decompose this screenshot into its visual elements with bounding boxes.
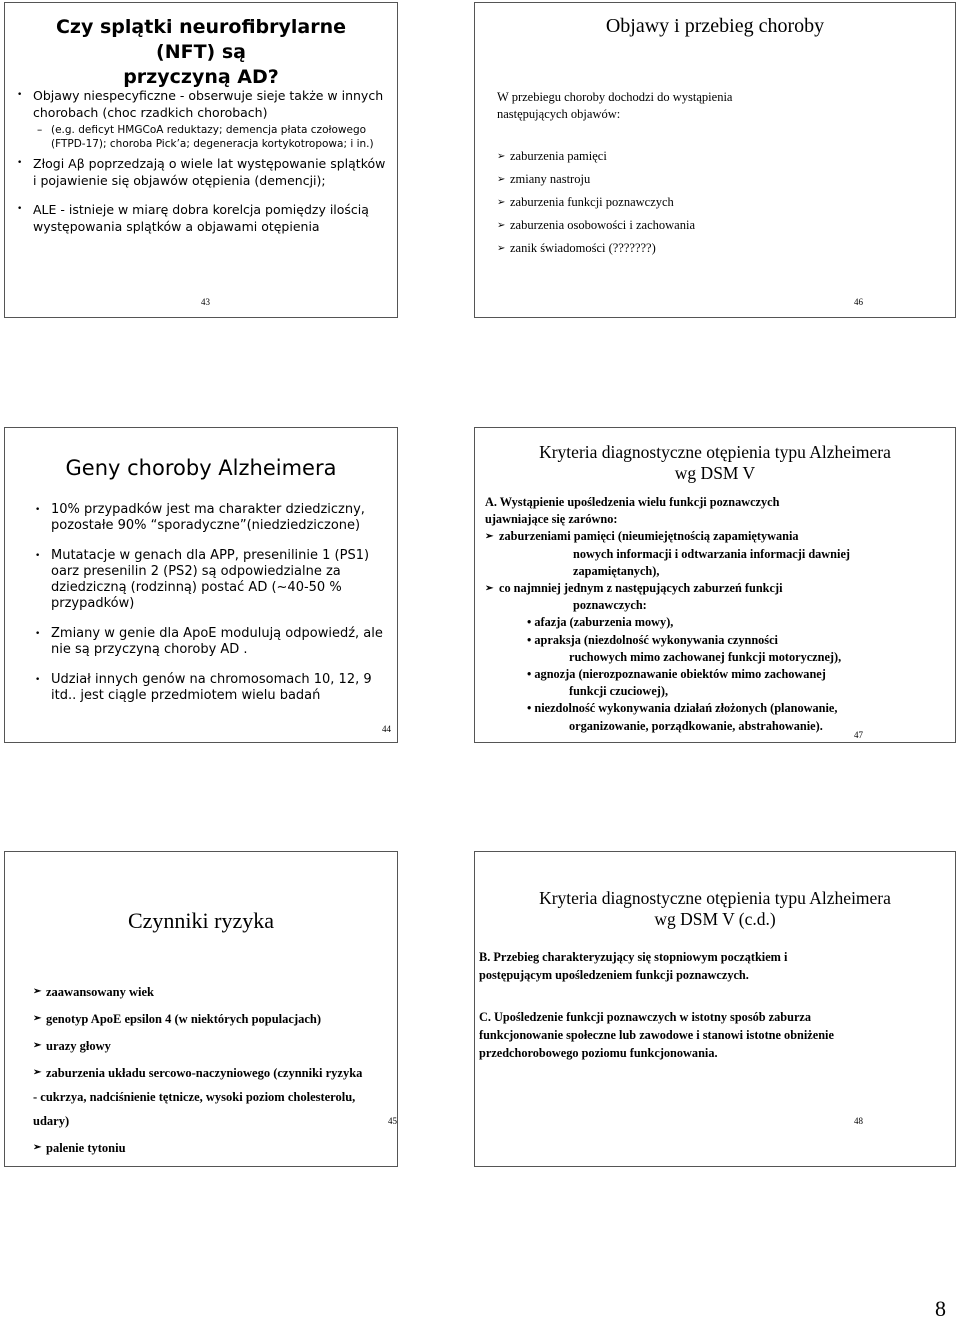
list-item: ➢ palenie tytoniu [33,1138,393,1158]
criterion-b-line: postępującym upośledzeniem funkcji poznawczych. [479,968,749,982]
list-item-continuation: udary) [33,1114,70,1128]
page-number: 8 [935,1296,946,1321]
slide-title [25,15,377,90]
bullet-item: • 10% przypadków jest ma charakter dziedziczny, pozostałe 90% “sporadyczne”(niedziedziczone) [35,502,385,534]
slide-number: 47 [854,730,863,740]
dot-item-continuation: funkcji czuciowej), [569,684,669,699]
list-item-continuation: zapamiętanych), [573,563,660,578]
title-line-1: Kryteria diagnostyczne otępienia typu Alzheimera [539,888,891,908]
title-line-2: przyczyną AD? [123,66,279,88]
slide-body [33,982,393,1158]
dot-item-continuation: ruchowych mimo zachowanej funkcji motorycznej), [569,649,842,664]
list-item: ➢ genotyp ApoE epsilon 4 (w niektórych populacjach) [33,1009,393,1029]
slide-title [475,442,955,484]
slide-body [485,494,947,735]
slide-body [17,87,391,235]
title-line-2: wg DSM V [674,463,756,483]
list-item-continuation: - cukrzya, nadciśnienie tętnicze, wysoki poziom cholesterolu, [33,1090,356,1104]
bullet-item: • Zmiany w genie dla ApoE modulują odpowiedź, ale nie są przyczyną choroby AD . [35,626,385,658]
bullet-item: • Objawy niespecyficzne - obserwuje sieje także w innych chorobach (choc rzadkich chorobach) [17,87,391,121]
slide-number: 43 [201,297,210,307]
bullet-item: • ALE - istnieje w miarę dobra korelcja pomiędzy ilością występowania splątków a objawami otępienia [17,201,391,235]
list-item: ➢ zaburzenia układu sercowo-naczyniowego (czynniki ryzyka [33,1063,393,1083]
list-item: ➢ zanik świadomości (???????) [497,240,937,257]
slide-47 [474,427,956,743]
dot-item-continuation: organizowanie, porządkowanie, abstrahowanie). [569,718,823,733]
list-item: ➢ urazy głowy [33,1036,393,1056]
slide-body [479,948,939,1062]
dot-item: • niezdolność wykonywania działań złożonych (planowanie, [527,701,838,716]
list-item: ➢ zaburzenia osobowości i zachowania [497,217,937,234]
list-item: ➢ zaawansowany wiek [33,982,393,1002]
title-line-2: wg DSM V (c.d.) [654,909,776,929]
dot-item: • apraksja (niezdolność wykonywania czynności [527,632,778,647]
bullet-item: • Mutatacje w genach dla APP, presenilinie 1 (PS1) oarz presenilin 2 (PS2) są odpowiedzialne za dziedziczną (rodzinną) postać AD (~40-50 % przypadków) [35,548,385,612]
list-item: ➢ zaburzeniami pamięci (nieumiejętnością zapamiętywania [485,528,947,545]
title-line-1: Kryteria diagnostyczne otępienia typu Alzheimera [539,442,891,462]
slide-title: Czynniki ryzyka [127,908,275,933]
slide-45 [4,851,398,1167]
list-item-continuation: poznawczych: [573,598,647,613]
slide-body [35,502,385,704]
slide-title [475,888,955,930]
dot-item: • afazja (zaburzenia mowy), [527,615,674,630]
title-line-1: Czy splątki neurofibrylarne (NFT) są [55,16,346,63]
list-item: ➢ zaburzenia funkcji poznawczych [497,194,937,211]
slide-48 [474,851,956,1167]
criterion-b-line: B. Przebieg charakteryzujący się stopniowym początkiem i [479,950,788,964]
criterion-c-line: przedchorobowego poziomu funkcjonowania. [479,1046,718,1060]
slide-title: Objawy i przebieg choroby [605,15,825,37]
slide-number: 46 [854,297,863,307]
slide-43 [4,2,398,318]
sub-bullet-item: – (e.g. deficyt HMGCoA reduktazy; demencja płata czołowego (FTPD-17); choroba Pick’a; degeneracja kortykotropowa; i in.) [17,123,391,151]
list-item: ➢ zaburzenia pamięci [497,148,937,165]
criterion-a-line: ujawniające się zarówno: [485,512,618,527]
criterion-c-line: funkcjonowanie społeczne lub zawodowe i stanowi istotne obniżenie [479,1028,834,1042]
slide-number: 44 [382,724,391,734]
slide-number: 48 [854,1116,863,1126]
list-item: ➢ co najmniej jednym z następujących zaburzeń funkcji [485,580,947,597]
list-item: ➢ zmiany nastroju [497,171,937,188]
slide-number: 45 [388,1116,397,1126]
bullet-item: • Udział innych genów na chromosomach 10, 12, 9 itd.. jest ciągle przedmiotem wielu badań [35,672,385,704]
slide-body [497,89,937,257]
criterion-c-line: C. Upośledzenie funkcji poznawczych w istotny sposób zaburza [479,1010,812,1024]
intro-text: W przebiegu choroby dochodzi do wystąpienia następujących objawów: [497,90,733,121]
slide-44 [4,427,398,743]
dot-item: • agnozja (nierozpoznawanie obiektów mimo zachowanej [527,667,826,682]
bullet-item: • Złogi Aβ poprzedzają o wiele lat występowanie splątków i pojawienie się objawów otępienia (demencji); [17,155,391,189]
slide-46 [474,2,956,318]
list-item-continuation: nowych informacji i odtwarzania informacji dawniej [573,546,850,561]
criterion-a-line: A. Wystąpienie upośledzenia wielu funkcji poznawczych [485,495,780,509]
slide-title: Geny choroby Alzheimera [65,456,337,480]
